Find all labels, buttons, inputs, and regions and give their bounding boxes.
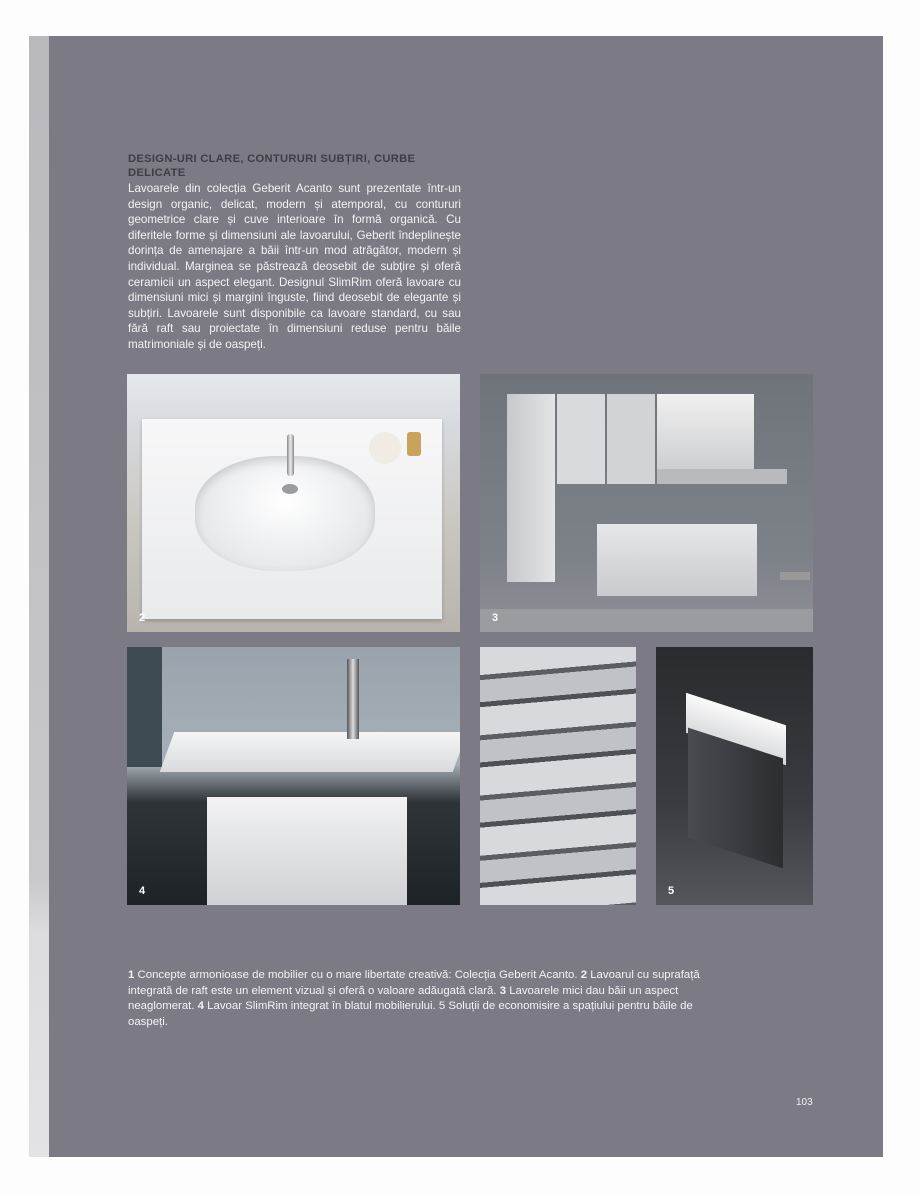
caption-number: 4 xyxy=(197,1000,204,1013)
photo-number: 3 xyxy=(492,612,499,624)
caption-text: Lavoar SlimRim integrat în blatul mobilierului. 5 Soluții de economisire a spațiului pentru băile de oaspeți. xyxy=(128,1000,693,1028)
caption-text: Lavoarele mici dau băii un aspect neaglomerat. xyxy=(128,984,679,1013)
photo-stone-texture xyxy=(480,647,636,905)
body-paragraph: Lavoarele din colecția Geberit Acanto sunt prezentate într-un design organic, delicat, modern și atemporal, cu contururi geometrice clare și cuve interioare în formă organică. Cu diferitele forme și dimensiuni ale lavoarului, Geberit îndeplinește dorința de amenajare a băii într-un mod atrăgător, modern și individual. Marginea se păstrează deosebit de subțire și oferă ceramicii un aspect elegant. Designul SlimRim oferă lavoare cu dimensiuni mici și margini înguste, fiind deosebit de elegante și subțiri. Lavoarele sunt disponibile ca lavoare standard, cu sau fără raft sau proiectate în dimensiuni reduse pentru băile matrimoniale și de oaspeți. xyxy=(128,182,461,351)
page-edge-strip xyxy=(29,36,49,1157)
caption-number: 3 xyxy=(499,984,507,997)
caption-number: 2 xyxy=(580,969,588,981)
photo-number: 2 xyxy=(139,612,146,624)
page-number: 103 xyxy=(796,1097,813,1108)
photo-number: 4 xyxy=(139,885,146,897)
caption-number: 1 xyxy=(128,969,135,981)
photo-captions xyxy=(128,968,728,1030)
photo-bathroom-furniture xyxy=(480,374,813,632)
photo-number: 5 xyxy=(668,885,675,897)
section-heading: DESIGN-URI CLARE, CONTURURI SUBȚIRI, CURBE DELICATE xyxy=(128,153,416,179)
photo-slimrim-detail xyxy=(127,647,460,905)
photo-small-washbasin xyxy=(656,647,813,905)
caption-text: Lavoarul cu suprafață integrată de raft este un element vizual și oferă o valoare adăugată clară. xyxy=(128,969,700,997)
caption-text: Concepte armonioase de mobilier cu o mare libertate creativă: Colecția Geberit Acanto. xyxy=(134,969,581,981)
photo-washbasin-top xyxy=(127,374,460,632)
